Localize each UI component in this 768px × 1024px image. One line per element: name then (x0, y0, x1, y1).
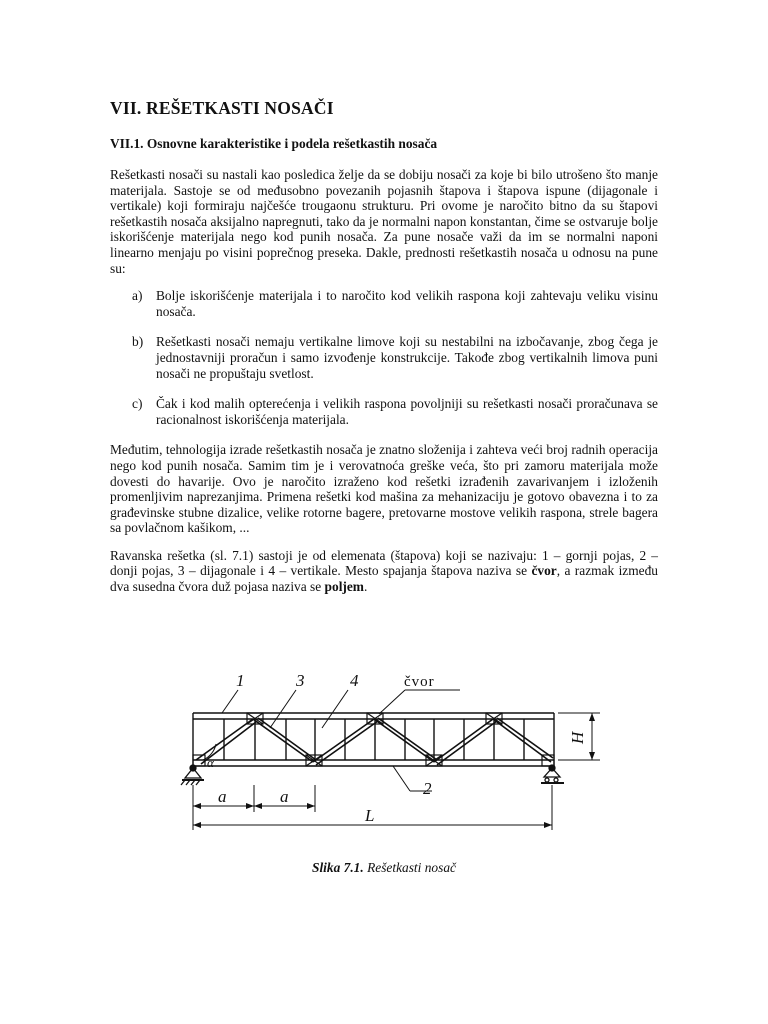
figure-caption: Slika 7.1. Rešetkasti nosač (312, 860, 456, 875)
label-upper-chord: 1 (236, 671, 245, 690)
label-lower-chord: 2 (423, 779, 432, 798)
list-text: Bolje iskorišćenje materijala i to naročito kod velikih raspona koji zahtevaju veliku visinu nosača. (156, 288, 658, 319)
paragraph-technology: Međutim, tehnologija izrade rešetkastih nosača je znatno složenija i zahteva veći broj radnih operacija nego kod punih nosača. Samim tim je i verovatnoća greške veća, što pri zamoru materijala može dovesti do havarije. Ovo je naročito izraženo kod rešetki izrađenih zavarivanjem i izloženih promenljivim naprezanjima. Primena rešetki kod mašina za mehanizaciju je gotovo obavezna i to za građevinske stubne dizalice, velike rotorne bagere, pretovarne mostove velikih raspona, strele bagera sa povlačnom kašikom, ... (110, 442, 658, 536)
list-text: Rešetkasti nosači nemaju vertikalne limove koji su nestabilni na izbočavanje, zbog čega je jednostavniji proračun i samo izvođenje konstrukcije. Takođe zbog vertikalnih limova puni nosači ne propuštaju svetlost. (156, 334, 658, 381)
label-panel-a1: a (218, 787, 227, 806)
term-node: čvor (531, 563, 557, 579)
label-panel-a2: a (280, 787, 289, 806)
label-height: H (568, 731, 587, 744)
list-text: Čak i kod malih opterećenja i velikih raspona povoljniji su rešetkasti nosači proračunava se racionalnost iskorišćenja materijala. (156, 396, 658, 427)
support-left (181, 765, 204, 785)
label-angle: α (207, 755, 214, 770)
label-node: čvor (404, 674, 435, 690)
label-diagonal: 3 (296, 671, 305, 690)
chapter-title: VII. REŠETKASTI NOSAČI (110, 98, 334, 118)
label-vertical: 4 (350, 671, 359, 690)
term-panel: poljem (324, 579, 364, 595)
support-right (541, 765, 564, 783)
list-marker: c) (132, 396, 143, 412)
paragraph-intro: Rešetkasti nosači su nastali kao posledica želje da se dobiju nosači za koje bi bilo utrošeno što manje materijala. Sastoje se od međusobno povezanih pojasnih štapova i štapova ispune (dijagonale i vertikale) koji formiraju najčešće trougaonu strukturu. Pri ovome je naročito bitno da su štapovi rešetkastih nosača aksijalno napregnuti, tako da je normalni napon konstantan, čime se ostvaruje bolje iskorišćenje materijala nego kod punih nosača. Za pune nosače važi da im se normalni naponi linearno menjaju po visini poprečnog preseka. Dakle, prednosti rešetkastih nosača u odnosu na pune su: (110, 167, 658, 276)
list-marker: a) (132, 288, 143, 304)
label-span: L (365, 806, 375, 825)
section-title: VII.1. Osnovne karakteristike i podela rešetkastih nosača (110, 136, 438, 151)
list-marker: b) (132, 334, 144, 350)
paragraph-truss-definition: Ravanska rešetka (sl. 7.1) sastoji je od elemenata (štapova) koji se nazivaju: 1 – gornji pojas, 2 – donji pojas, 3 – dijagonale i 4 – vertikale. Mesto spajanja štapova naziva se čvor, a razmak između dva susedna čvora duž pojasa naziva se poljem. (110, 547, 658, 595)
